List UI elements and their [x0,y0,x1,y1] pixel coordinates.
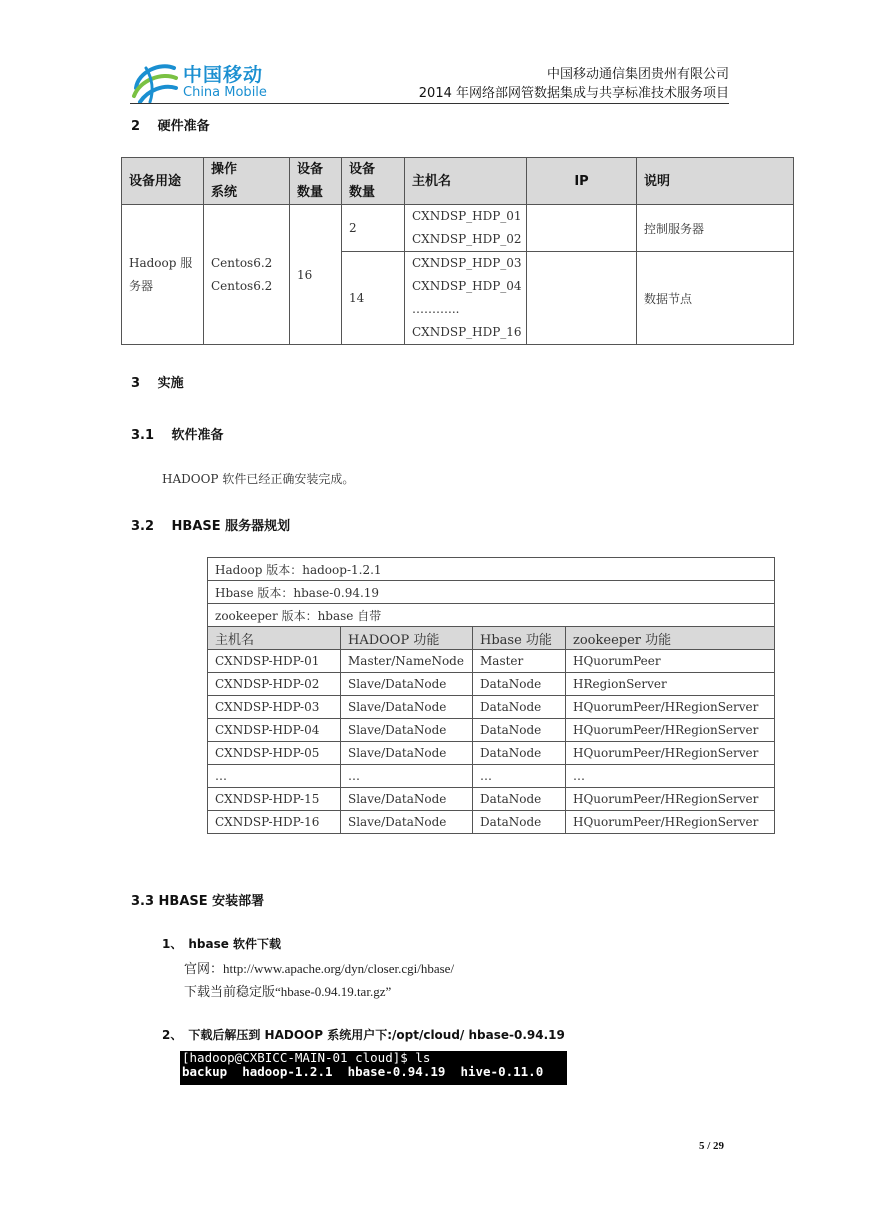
plan-cell: Slave/DataNode [341,719,473,742]
plan-cell: HRegionServer [566,673,775,696]
logo-chinese: 中国移动 [183,64,264,86]
hw-col-ip: IP [527,158,637,205]
plan-cell: HQuorumPeer/HRegionServer [566,719,775,742]
plan-cell: DataNode [473,696,566,719]
hw-col-os [204,158,290,205]
plan-cell: CXNDSP-HDP-15 [208,788,341,811]
plan-cell: DataNode [473,719,566,742]
plan-cell: CXNDSP-HDP-05 [208,742,341,765]
section-3-heading: 3 实施 [131,376,184,391]
china-mobile-logo [130,58,280,104]
plan-cell: Slave/DataNode [341,696,473,719]
table-row [208,696,775,719]
hw-row2-hosts-cell [405,252,527,345]
terminal-screenshot [180,1051,567,1085]
table-row [208,650,775,673]
hw-row2-hosts: CXNDSP_HDP_03 CXNDSP_HDP_04 ………... CXNDSP_HDP_16 [412,256,522,339]
table-row [208,719,775,742]
page-number: 5 / 29 [699,1140,725,1152]
hw-col-count2-label: 设备 数量 [349,162,376,200]
hw-row2-ip [527,252,637,345]
plan-col-zookeeper: zookeeper 功能 [566,627,775,650]
plan-cell: CXNDSP-HDP-16 [208,811,341,834]
plan-cell: … [566,765,775,788]
plan-cell: CXNDSP-HDP-04 [208,719,341,742]
hw-row2-count: 14 [342,252,405,345]
step-2-title: 2、 下载后解压到 HADOOP 系统用户下:/opt/cloud/ hbase-0.94.19 [162,1028,565,1042]
table-row [208,742,775,765]
hw-row1-desc: 控制服务器 [637,205,794,252]
step-1-download-version: 下载当前稳定版“hbase-0.94.19.tar.gz” [184,984,392,999]
terminal-prompt-line: [hadoop@CXBICC-MAIN-01 cloud]$ ls [182,1050,431,1065]
hw-total: 16 [290,205,342,345]
plan-col-hadoop: HADOOP 功能 [341,627,473,650]
plan-cell: CXNDSP-HDP-02 [208,673,341,696]
plan-col-hostname: 主机名 [208,627,341,650]
table-row [208,788,775,811]
hw-row1-hosts: CXNDSP_HDP_01 CXNDSP_HDP_02 [412,209,522,246]
hw-os-cell [204,205,290,345]
hw-col-os-label: 操作 系统 [211,162,238,200]
plan-cell: CXNDSP-HDP-03 [208,696,341,719]
hw-purpose: Hadoop 服 务器 [129,255,193,293]
plan-cell: HQuorumPeer/HRegionServer [566,788,775,811]
plan-cell: DataNode [473,742,566,765]
table-row [208,765,775,788]
table-row [208,604,775,627]
hw-col-count2 [342,158,405,205]
hw-col-count-label: 设备 数量 [297,162,324,200]
header-company: 中国移动通信集团贵州有限公司 [546,67,729,82]
hw-row1-ip [527,205,637,252]
plan-cell: Slave/DataNode [341,788,473,811]
hw-purpose-cell [122,205,204,345]
hardware-header-row [122,158,794,205]
plan-cell: HQuorumPeer/HRegionServer [566,696,775,719]
table-row [208,673,775,696]
section-3-1-heading: 3.1 软件准备 [131,428,224,443]
plan-cell: DataNode [473,811,566,834]
hw-col-hostname: 主机名 [405,158,527,205]
hardware-table [121,157,794,345]
plan-header-row [208,627,775,650]
header-divider [130,103,729,104]
hw-row2-desc: 数据节点 [637,252,794,345]
table-row [208,558,775,581]
plan-cell: … [473,765,566,788]
hw-row1-count: 2 [342,205,405,252]
plan-hadoop-version: Hadoop 版本：hadoop-1.2.1 [208,558,775,581]
hw-col-desc: 说明 [637,158,794,205]
plan-cell: HQuorumPeer/HRegionServer [566,742,775,765]
hw-col-purpose: 设备用途 [122,158,204,205]
hbase-plan-table [207,557,775,834]
section-2-heading: 2 硬件准备 [131,119,210,134]
plan-cell: Slave/DataNode [341,673,473,696]
table-row [208,581,775,604]
plan-cell: CXNDSP-HDP-01 [208,650,341,673]
plan-col-hbase: Hbase 功能 [473,627,566,650]
hw-row1-hosts-cell [405,205,527,252]
step-1-official-site: 官网：http://www.apache.org/dyn/closer.cgi/hbase/ [184,961,455,976]
table-row [122,205,794,252]
plan-cell: HQuorumPeer [566,650,775,673]
plan-cell: Master [473,650,566,673]
plan-cell: Master/NameNode [341,650,473,673]
plan-cell: … [208,765,341,788]
section-3-3-heading: 3.3 HBASE 安装部署 [131,894,265,909]
plan-cell: Slave/DataNode [341,742,473,765]
header-project: 2014 年网络部网管数据集成与共享标准技术服务项目 [418,86,729,101]
hw-col-count [290,158,342,205]
plan-cell: DataNode [473,788,566,811]
plan-zookeeper-version: zookeeper 版本：hbase 自带 [208,604,775,627]
plan-hbase-version: Hbase 版本：hbase-0.94.19 [208,581,775,604]
plan-cell: … [341,765,473,788]
section-3-2-heading: 3.2 HBASE 服务器规划 [131,519,291,534]
step-1-title: 1、 hbase 软件下载 [162,937,282,951]
plan-cell: HQuorumPeer/HRegionServer [566,811,775,834]
logo-english: China Mobile [183,85,267,100]
table-row [208,811,775,834]
plan-cell: Slave/DataNode [341,811,473,834]
section-3-1-text: HADOOP 软件已经正确安装完成。 [162,472,355,486]
china-mobile-logo-icon [130,58,180,104]
plan-cell: DataNode [473,673,566,696]
terminal-output-line: backup hadoop-1.2.1 hbase-0.94.19 hive-0.11.0 [182,1064,544,1079]
hw-os: Centos6.2 Centos6.2 [211,255,273,293]
